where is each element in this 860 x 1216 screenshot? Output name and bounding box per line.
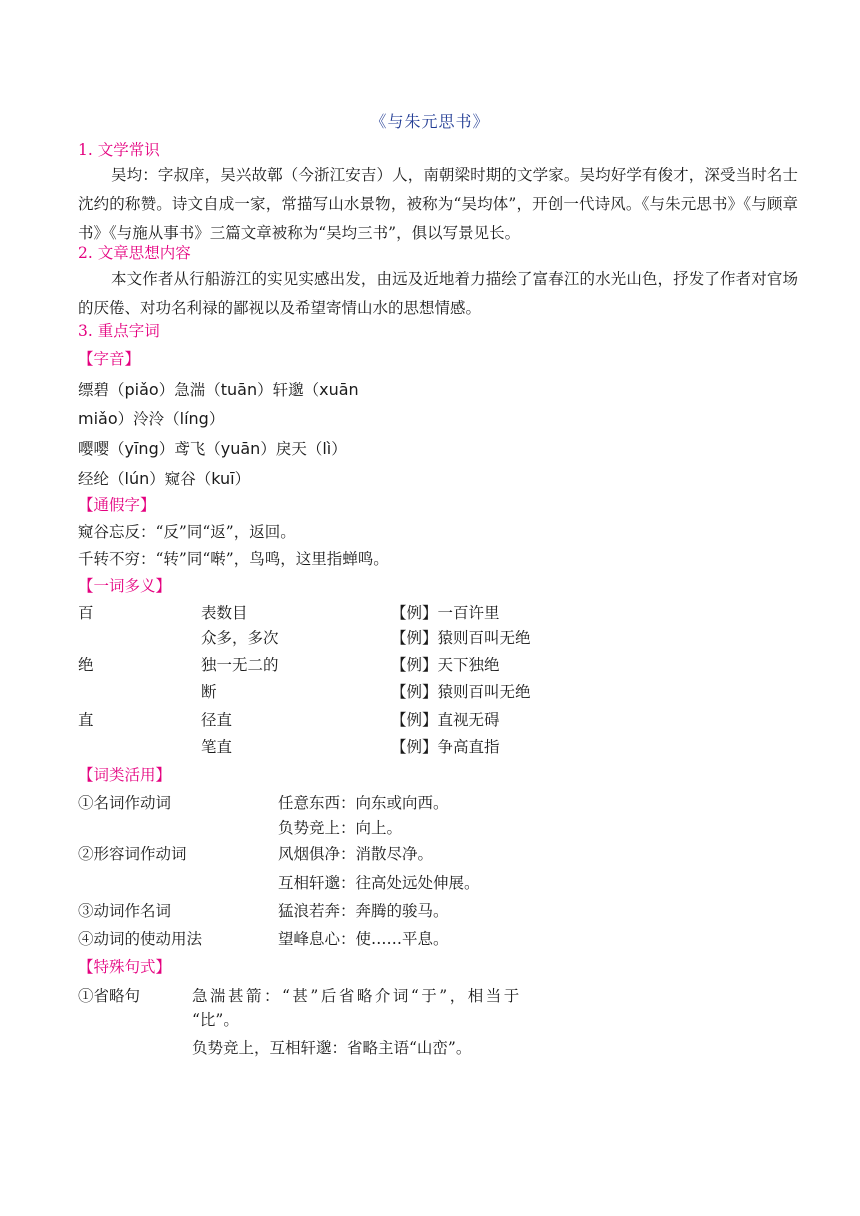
ziyin-row: 嘤嘤（yīng）鸢飞（yuān）戾天（lì） xyxy=(78,439,347,458)
cileihuoyong-example: 望峰息心：使……平息。 xyxy=(278,930,449,948)
yicduoyi-meaning: 笔直 xyxy=(201,738,233,756)
cileihuoyong-example: 互相轩邈：往高处远处伸展。 xyxy=(278,874,480,892)
tongjiazi-item: 窥谷忘反：“反”同“返”，返回。 xyxy=(78,523,296,541)
yicduoyi-example: 【例】直视无碍 xyxy=(391,711,500,729)
yicduoyi-heading: 【一词多义】 xyxy=(78,577,172,595)
yicduoyi-word: 百 xyxy=(78,604,94,622)
yicduoyi-example: 【例】猿则百叫无绝 xyxy=(391,683,531,701)
teshujushi-line: 负势竞上，互相轩邈：省略主语“山峦”。 xyxy=(192,1039,472,1057)
teshujushi-heading: 【特殊句式】 xyxy=(78,958,172,976)
cileihuoyong-type: ①名词作动词 xyxy=(78,794,172,812)
tongjiazi-heading: 【通假字】 xyxy=(78,496,156,514)
cileihuoyong-type: ④动词的使动用法 xyxy=(78,930,203,948)
cileihuoyong-type: ②形容词作动词 xyxy=(78,845,187,863)
yicduoyi-word: 绝 xyxy=(78,656,94,674)
cileihuoyong-example: 负势竞上：向上。 xyxy=(278,819,403,837)
section-heading-2: 2. 文章思想内容 xyxy=(78,244,191,262)
section-heading-1: 1. 文学常识 xyxy=(78,141,160,159)
cileihuoyong-type: ③动词作名词 xyxy=(78,902,172,920)
teshujushi-type: ①省略句 xyxy=(78,987,141,1005)
yicduoyi-example: 【例】猿则百叫无绝 xyxy=(391,629,531,647)
teshujushi-line: 急湍甚箭：“甚”后省略介词“于”，相当于 xyxy=(192,987,522,1005)
section-heading-3: 3. 重点字词 xyxy=(78,322,160,340)
yicduoyi-example: 【例】天下独绝 xyxy=(391,656,500,674)
ziyin-row: miǎo）泠泠（líng） xyxy=(78,409,225,428)
section-1-paragraph: 吴均：字叔庠，吴兴故鄣（今浙江安吉）人，南朝梁时期的文学家。吴均好学有俊才，深受当时名士沈约的称赞。诗文自成一家，常描写山水景物，被称为“吴均体”，开创一代诗风。《与朱元思书》《与顾章书》《与施从事书》三篇文章被称为“吴均三书”，俱以写景见长。 xyxy=(78,166,798,242)
ziyin-heading: 【字音】 xyxy=(78,350,141,368)
teshujushi-line: “比”。 xyxy=(192,1011,239,1029)
tongjiazi-item: 千转不穷：“转”同“啭”，鸟鸣，这里指蝉鸣。 xyxy=(78,550,389,568)
yicduoyi-meaning: 众多，多次 xyxy=(201,629,279,647)
ziyin-row: 缥碧（piǎo）急湍（tuān）轩邈（xuān xyxy=(78,380,359,399)
yicduoyi-word: 直 xyxy=(78,711,94,729)
yicduoyi-meaning: 径直 xyxy=(201,711,233,729)
yicduoyi-example: 【例】争高直指 xyxy=(391,738,500,756)
yicduoyi-meaning: 断 xyxy=(201,683,217,701)
cileihuoyong-heading: 【词类活用】 xyxy=(78,766,172,784)
document-title: 《与朱元思书》 xyxy=(370,112,490,131)
cileihuoyong-example: 任意东西：向东或向西。 xyxy=(278,794,449,812)
ziyin-row: 经纶（lún）窥谷（kuī） xyxy=(78,469,251,488)
cileihuoyong-example: 风烟俱净：消散尽净。 xyxy=(278,845,434,863)
yicduoyi-example: 【例】一百许里 xyxy=(391,604,500,622)
cileihuoyong-example: 猛浪若奔：奔腾的骏马。 xyxy=(278,902,449,920)
yicduoyi-meaning: 表数目 xyxy=(201,604,248,622)
section-2-paragraph: 本文作者从行船游江的实见实感出发，由远及近地着力描绘了富春江的水光山色，抒发了作者对官场的厌倦、对功名利禄的鄙视以及希望寄情山水的思想情感。 xyxy=(78,270,798,317)
yicduoyi-meaning: 独一无二的 xyxy=(201,656,279,674)
